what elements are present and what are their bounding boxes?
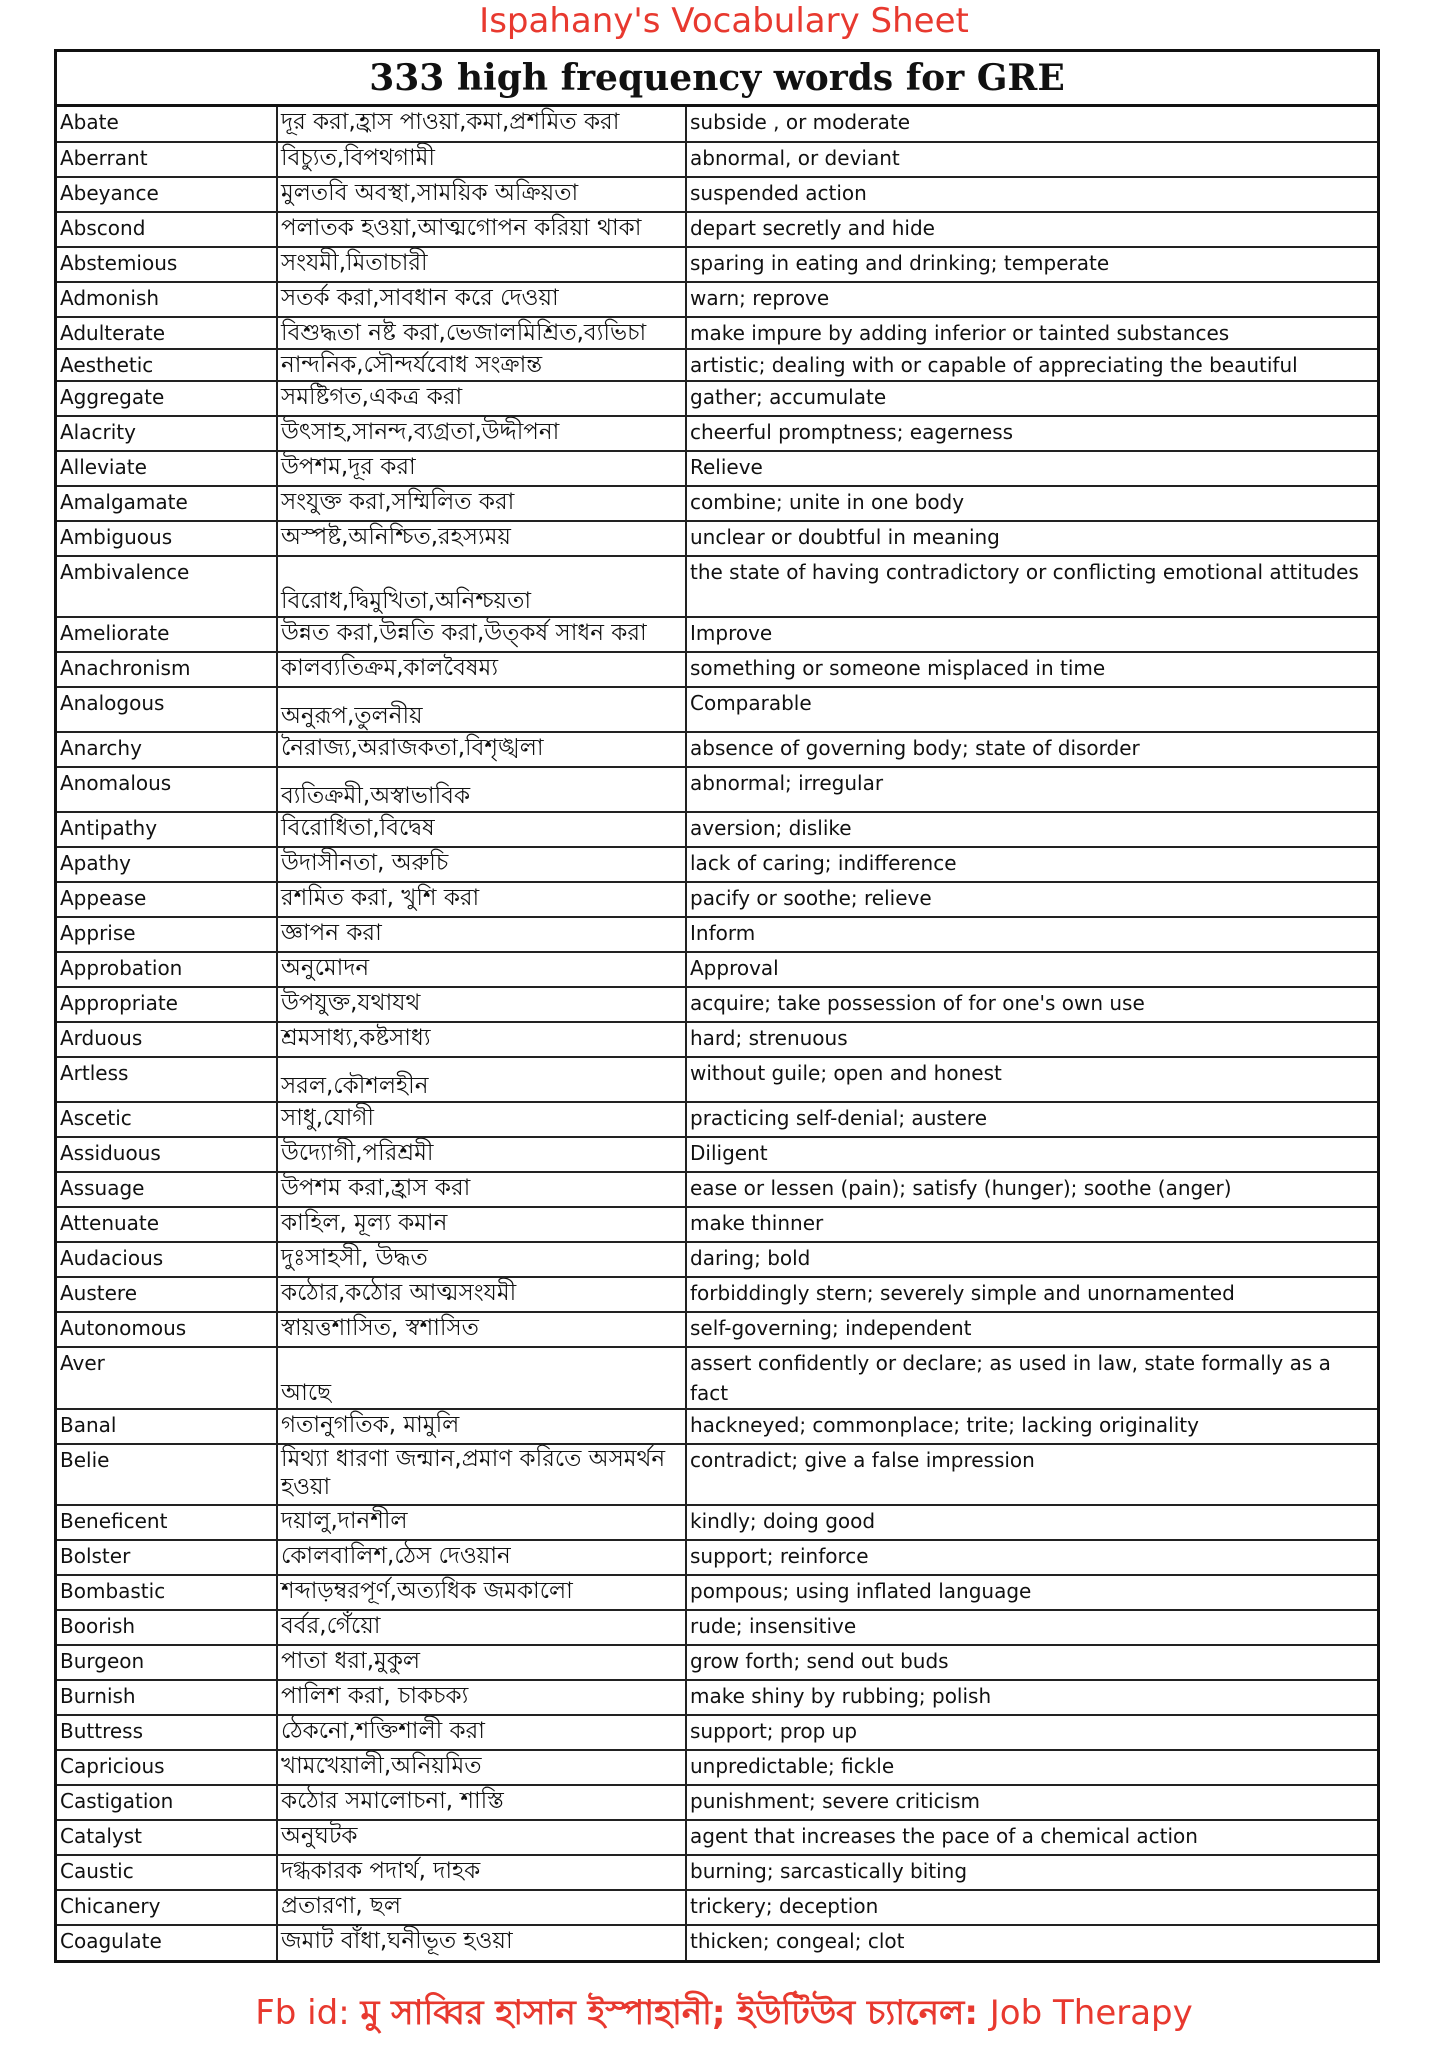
word-cell: Beneficent [57, 1505, 277, 1540]
bangla-meaning-cell: উপশম,দূর করা [277, 451, 686, 486]
english-meaning-cell: assert confidently or declare; as used in law, state formally as a fact [686, 1347, 1377, 1409]
word-cell: Caustic [57, 1855, 277, 1890]
english-meaning-cell: the state of having contradictory or conflicting emotional attitudes [686, 556, 1377, 617]
english-meaning-cell: Comparable [686, 687, 1377, 732]
word-cell: Coagulate [57, 1925, 277, 1960]
english-meaning-cell: burning; sarcastically biting [686, 1855, 1377, 1890]
word-cell: Alleviate [57, 451, 277, 486]
table-row [57, 1242, 1377, 1277]
english-meaning-cell: suspended action [686, 177, 1377, 212]
word-cell: Admonish [57, 282, 277, 317]
word-cell: Banal [57, 1409, 277, 1444]
word-cell: Artless [57, 1057, 277, 1102]
bangla-meaning-cell: সাধু,যোগী [277, 1102, 686, 1137]
word-cell: Castigation [57, 1785, 277, 1820]
english-meaning-cell: absence of governing body; state of disorder [686, 732, 1377, 767]
bangla-meaning-cell: আছে [277, 1347, 686, 1409]
table-row [57, 416, 1377, 451]
english-meaning-cell: Relieve [686, 451, 1377, 486]
word-cell: Assuage [57, 1172, 277, 1207]
word-cell: Chicanery [57, 1890, 277, 1925]
english-meaning-cell: something or someone misplaced in time [686, 652, 1377, 687]
bangla-meaning-cell: স্বায়ত্তশাসিত, স্বশাসিত [277, 1312, 686, 1347]
table-row [57, 1785, 1377, 1820]
table-row [57, 1890, 1377, 1925]
vocabulary-table [57, 107, 1377, 1960]
english-meaning-cell: thicken; congeal; clot [690, 1929, 905, 1953]
english-meaning-cell: agent that increases the pace of a chemical action [686, 1820, 1377, 1855]
english-meaning-cell: self-governing; independent [686, 1312, 1377, 1347]
table-row [57, 847, 1377, 882]
bangla-meaning-cell: পালিশ করা, চাকচক্য [277, 1680, 686, 1715]
bangla-meaning-cell: বিরোধ,দ্বিমুখিতা,অনিশ্চয়তা [277, 556, 686, 617]
english-meaning-cell: hackneyed; commonplace; trite; lacking originality [686, 1409, 1377, 1444]
bangla-meaning-cell: জ্ঞাপন করা [277, 917, 686, 952]
word-cell: Attenuate [57, 1207, 277, 1242]
bangla-meaning-cell: সতর্ক করা,সাবধান করে দেওয়া [277, 282, 686, 317]
table-row [57, 1137, 1377, 1172]
table-row [57, 1820, 1377, 1855]
table-row [57, 1505, 1377, 1540]
table-row [57, 247, 1377, 282]
bangla-meaning-cell: অনুঘটক [277, 1820, 686, 1855]
english-meaning-cell: combine; unite in one body [686, 486, 1377, 521]
english-meaning-cell: grow forth; send out buds [686, 1645, 1377, 1680]
english-meaning-cell: without guile; open and honest [686, 1057, 1377, 1102]
table-row [57, 882, 1377, 917]
table-row [57, 521, 1377, 556]
english-meaning-cell: depart secretly and hide [686, 212, 1377, 247]
english-meaning-cell: subside , or moderate [686, 107, 1377, 142]
word-cell: Ambiguous [57, 521, 277, 556]
bangla-meaning-cell: সরল,কৌশলহীন [277, 1057, 686, 1102]
bangla-meaning-cell: অস্পষ্ট,অনিশ্চিত,রহস্যময় [277, 521, 686, 556]
bangla-meaning-cell: রশমিত করা, খুশি করা [277, 882, 686, 917]
english-meaning-cell: rude; insensitive [686, 1610, 1377, 1645]
table-row [57, 812, 1377, 847]
bangla-meaning-cell: বিচ্যুত,বিপথগামী [277, 142, 686, 177]
word-cell: Ameliorate [57, 617, 277, 652]
table-row [57, 282, 1377, 317]
bangla-meaning-cell: কাহিল, মূল্য কমান [277, 1207, 686, 1242]
english-meaning-cell: abnormal; irregular [686, 767, 1377, 812]
bangla-meaning-cell: অনুরূপ,তুলনীয় [277, 687, 686, 732]
table-row [57, 107, 1377, 142]
footer-channel-name: Job Therapy [989, 1993, 1193, 2033]
bangla-meaning-cell: উৎসাহ,সানন্দ,ব্যগ্রতা,উদ্দীপনা [277, 416, 686, 451]
bangla-meaning-cell: ব্যতিক্রমী,অস্বাভাবিক [277, 767, 686, 812]
table-row [57, 987, 1377, 1022]
english-meaning-cell: gather; accumulate [686, 381, 1377, 416]
bangla-meaning-cell: সমষ্টিগত,একত্র করা [277, 381, 686, 416]
english-meaning-cell: make impure by adding inferior or tainted substances [686, 317, 1377, 349]
word-cell: Burgeon [57, 1645, 277, 1680]
word-cell: Burnish [57, 1680, 277, 1715]
bangla-meaning-cell: কঠোর সমালোচনা, শাস্তি [277, 1785, 686, 1820]
bangla-meaning-cell: বিশুদ্ধতা নষ্ট করা,ভেজালমিশ্রিত,ব্যভিচা [277, 317, 686, 349]
word-cell: Bombastic [57, 1575, 277, 1610]
table-row [57, 1277, 1377, 1312]
table-row [57, 1347, 1377, 1409]
bangla-meaning-cell: মুলতবি অবস্থা,সাময়িক অক্রিয়তা [277, 177, 686, 212]
word-cell: Anarchy [57, 732, 277, 767]
english-meaning-cell: contradict; give a false impression [686, 1444, 1377, 1505]
word-cell: Approbation [57, 952, 277, 987]
word-cell: Abstemious [57, 247, 277, 282]
word-cell: Apathy [57, 847, 277, 882]
english-meaning-cell: acquire; take possession of for one's own use [686, 987, 1377, 1022]
word-cell: Aesthetic [57, 349, 277, 381]
footer-prefix: Fb id: [255, 1993, 361, 2033]
word-cell: Antipathy [57, 812, 277, 847]
word-cell: Amalgamate [57, 486, 277, 521]
table-row [57, 1022, 1377, 1057]
word-cell: Autonomous [57, 1312, 277, 1347]
bangla-meaning-cell: উন্নত করা,উন্নতি করা,উত্কর্ষ সাধন করা [277, 617, 686, 652]
word-cell: Abate [57, 107, 277, 142]
table-row [57, 1575, 1377, 1610]
word-cell: Abscond [57, 212, 277, 247]
table-row [57, 1645, 1377, 1680]
bangla-meaning-cell: কালব্যতিক্রম,কালবৈষম্য [277, 652, 686, 687]
english-meaning-cell: Improve [686, 617, 1377, 652]
bangla-meaning-cell: পলাতক হওয়া,আত্মগোপন করিয়া থাকা [277, 212, 686, 247]
bangla-meaning-cell: বর্বর,গেঁয়ো [277, 1610, 686, 1645]
bangla-meaning-cell: দয়ালু,দানশীল [277, 1505, 686, 1540]
english-meaning-cell: pacify or soothe; relieve [686, 882, 1377, 917]
word-cell: Analogous [57, 687, 277, 732]
table-row [57, 142, 1377, 177]
english-meaning-cell: Inform [686, 917, 1377, 952]
english-meaning-cell: aversion; dislike [686, 812, 1377, 847]
table-row [57, 1855, 1377, 1890]
english-meaning-cell: abnormal, or deviant [686, 142, 1377, 177]
bangla-meaning-cell: শব্দাড়ম্বরপূর্ণ,অত্যধিক জমকালো [277, 1575, 686, 1610]
table-row [57, 1207, 1377, 1242]
table-row [57, 1680, 1377, 1715]
vocabulary-table-body [57, 107, 1377, 1960]
footer-author-channel: মু সাব্বির হাসান ইস্পাহানী; ইউটিউব চ্যানেল: [360, 1993, 990, 2033]
bangla-meaning-cell: উপশম করা,হ্রাস করা [277, 1172, 686, 1207]
word-cell: Aver [57, 1347, 277, 1409]
word-cell: Austere [57, 1277, 277, 1312]
table-row [57, 556, 1377, 617]
table-row [57, 687, 1377, 732]
table-row [57, 617, 1377, 652]
english-meaning-cell: warn; reprove [686, 282, 1377, 317]
english-meaning-cell: practicing self-denial; austere [686, 1102, 1377, 1137]
word-cell: Aggregate [57, 381, 277, 416]
table-row [57, 917, 1377, 952]
table-row [57, 1444, 1377, 1505]
table-row [57, 1102, 1377, 1137]
bangla-meaning-cell: দুঃসাহসী, উদ্ধত [277, 1242, 686, 1277]
word-cell: Appease [57, 882, 277, 917]
english-meaning-cell: support; prop up [686, 1715, 1377, 1750]
table-row [57, 486, 1377, 521]
english-meaning-cell: hard; strenuous [686, 1022, 1377, 1057]
table-row [57, 1057, 1377, 1102]
bangla-meaning-cell: উপযুক্ত,যথাযথ [277, 987, 686, 1022]
word-cell: Aberrant [57, 142, 277, 177]
word-cell: Boorish [57, 1610, 277, 1645]
table-row [57, 381, 1377, 416]
bangla-meaning-cell: কোলবালিশ,ঠেস দেওয়ান [277, 1540, 686, 1575]
table-title: 333 high frequency words for GRE [57, 52, 1377, 107]
english-meaning-cell: Approval [686, 952, 1377, 987]
table-row [57, 652, 1377, 687]
word-cell: Ambivalence [57, 556, 277, 617]
table-row [57, 1715, 1377, 1750]
bangla-meaning-cell: ঠেকনো,শক্তিশালী করা [277, 1715, 686, 1750]
bangla-meaning-cell: শ্রমসাধ্য,কষ্টসাধ্য [277, 1022, 686, 1057]
bangla-meaning-cell: নান্দনিক,সৌন্দর্যবোধ সংক্রান্ত [277, 349, 686, 381]
table-row [57, 1540, 1377, 1575]
table-row [57, 1750, 1377, 1785]
table-row [57, 317, 1377, 349]
table-row [57, 212, 1377, 247]
bangla-meaning-cell: কঠোর,কঠোর আত্মসংযমী [277, 1277, 686, 1312]
bangla-meaning-cell: জমাট বাঁধা,ঘনীভূত হওয়া [277, 1925, 686, 1960]
bangla-meaning-cell: পাতা ধরা,মুকুল [277, 1645, 686, 1680]
table-row [57, 349, 1377, 381]
english-meaning-cell: pompous; using inflated language [686, 1575, 1377, 1610]
word-cell: Buttress [57, 1715, 277, 1750]
word-cell: Anachronism [57, 652, 277, 687]
bangla-meaning-cell: দগ্ধকারক পদার্থ, দাহক [277, 1855, 686, 1890]
table-row [57, 767, 1377, 812]
word-cell: Belie [57, 1444, 277, 1505]
table-row [57, 451, 1377, 486]
bangla-meaning-cell: নৈরাজ্য,অরাজকতা,বিশৃঙ্খলা [277, 732, 686, 767]
word-cell: Catalyst [57, 1820, 277, 1855]
english-meaning-cell: sparing in eating and drinking; temperate [686, 247, 1377, 282]
english-meaning-cell: cheerful promptness; eagerness [686, 416, 1377, 451]
bangla-meaning-cell: অনুমোদন [277, 952, 686, 987]
english-meaning-cell: trickery; deception [686, 1890, 1377, 1925]
english-meaning-cell: ease or lessen (pain); satisfy (hunger); soothe (anger) [686, 1172, 1377, 1207]
table-row [57, 732, 1377, 767]
word-cell: Assiduous [57, 1137, 277, 1172]
english-meaning-cell: lack of caring; indifference [686, 847, 1377, 882]
bangla-meaning-cell: সংযমী,মিতাচারী [277, 247, 686, 282]
word-cell: Alacrity [57, 416, 277, 451]
bangla-meaning-cell: খামখেয়ালী,অনিয়মিত [277, 1750, 686, 1785]
english-meaning-cell: daring; bold [686, 1242, 1377, 1277]
english-meaning-cell: kindly; doing good [686, 1505, 1377, 1540]
bangla-meaning-cell: দূর করা,হ্রাস পাওয়া,কমা,প্রশমিত করা [277, 107, 686, 142]
english-meaning-cell: unpredictable; fickle [686, 1750, 1377, 1785]
english-meaning-cell: Diligent [686, 1137, 1377, 1172]
bangla-meaning-cell: প্রতারণা, ছল [277, 1890, 686, 1925]
bangla-meaning-cell: মিথ্যা ধারণা জন্মান,প্রমাণ করিতে অসমর্থন হওয়া [277, 1444, 686, 1505]
bangla-meaning-cell: সংযুক্ত করা,সম্মিলিত করা [277, 486, 686, 521]
word-cell: Apprise [57, 917, 277, 952]
english-meaning-cell: make thinner [686, 1207, 1377, 1242]
english-meaning-cell: unclear or doubtful in meaning [686, 521, 1377, 556]
bangla-meaning-cell: গতানুগতিক, মামুলি [277, 1409, 686, 1444]
table-row [57, 1925, 1377, 1960]
bangla-meaning-cell: বিরোধিতা,বিদ্বেষ [277, 812, 686, 847]
word-cell: Adulterate [57, 317, 277, 349]
bangla-meaning-cell: উদাসীনতা, অরুচি [277, 847, 686, 882]
english-meaning-cell: forbiddingly stern; severely simple and unornamented [686, 1277, 1377, 1312]
word-cell: Ascetic [57, 1102, 277, 1137]
english-meaning-cell: support; reinforce [686, 1540, 1377, 1575]
english-meaning-cell: punishment; severe criticism [686, 1785, 1377, 1820]
word-cell: Anomalous [57, 767, 277, 812]
vocabulary-sheet [54, 49, 1380, 1963]
word-cell: Capricious [57, 1750, 277, 1785]
table-row [57, 1409, 1377, 1444]
footer-credit [0, 1988, 1448, 2038]
sheet-header-title: Ispahany's Vocabulary Sheet [479, 1, 969, 41]
table-row [57, 952, 1377, 987]
word-cell: Bolster [57, 1540, 277, 1575]
word-cell: Arduous [57, 1022, 277, 1057]
english-meaning-cell: artistic; dealing with or capable of appreciating the beautiful [686, 349, 1377, 381]
table-row [57, 1172, 1377, 1207]
table-row [57, 1312, 1377, 1347]
bangla-meaning-cell: উদ্যোগী,পরিশ্রমী [277, 1137, 686, 1172]
table-row [57, 177, 1377, 212]
table-row [57, 1610, 1377, 1645]
word-cell: Appropriate [57, 987, 277, 1022]
word-cell: Audacious [57, 1242, 277, 1277]
word-cell: Abeyance [57, 177, 277, 212]
english-meaning-cell: make shiny by rubbing; polish [686, 1680, 1377, 1715]
